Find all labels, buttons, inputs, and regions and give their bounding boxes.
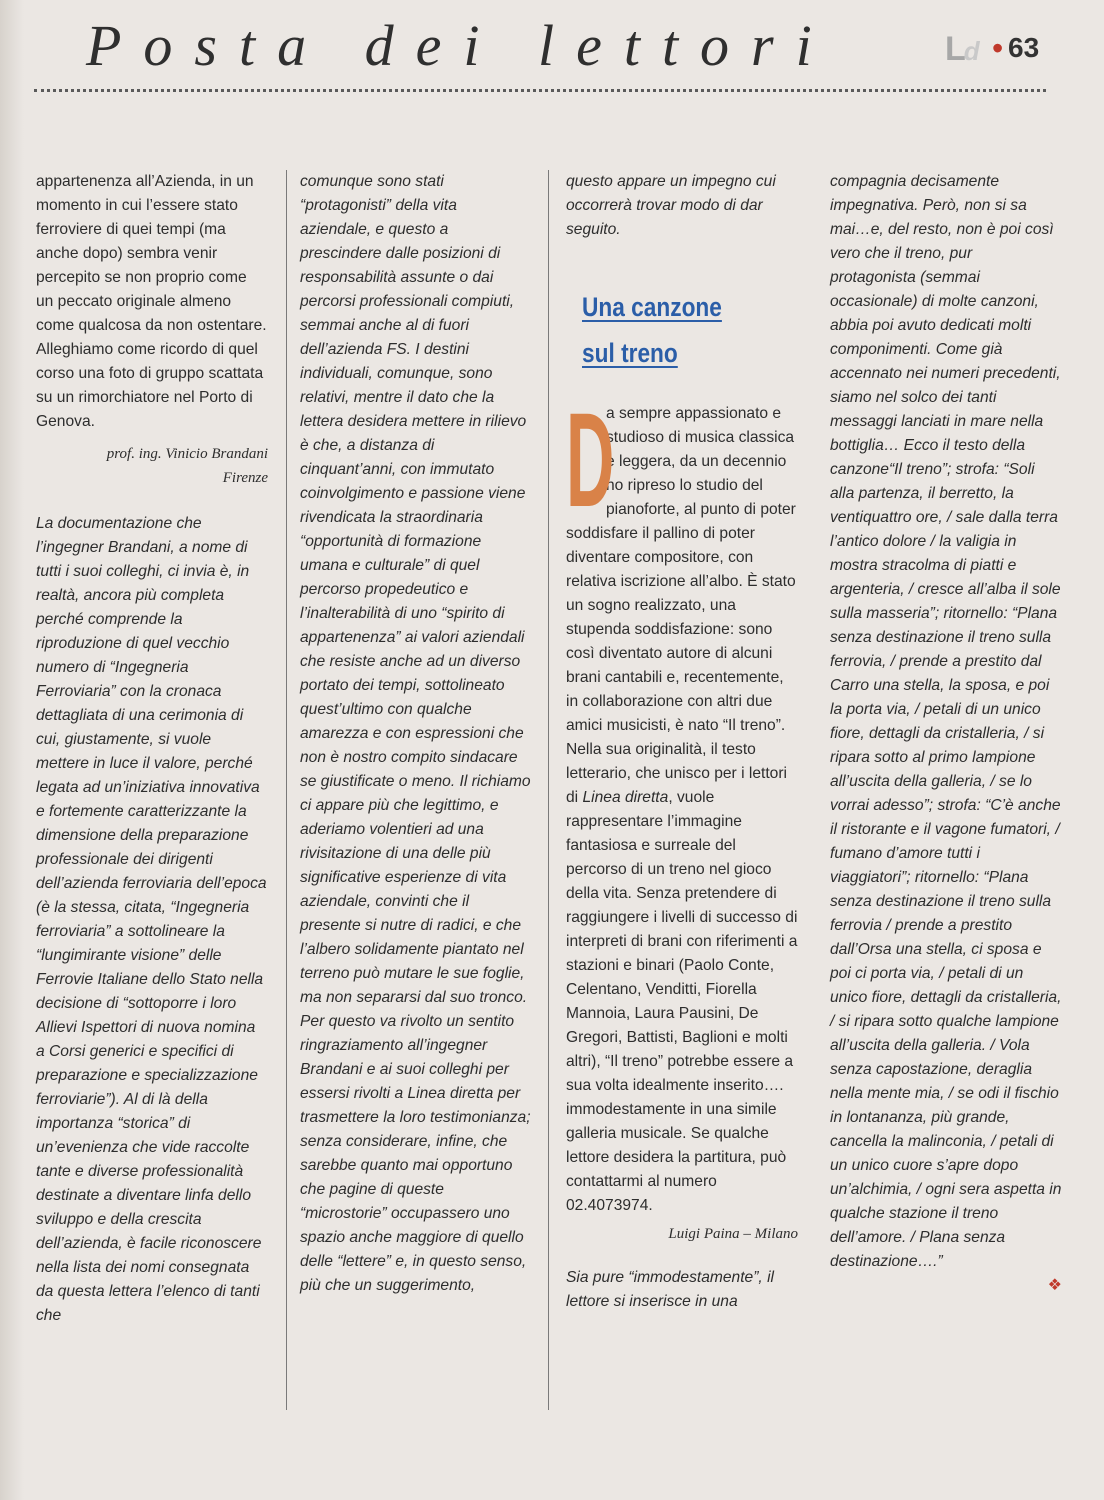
section-heading-line-2: sul treno bbox=[582, 338, 678, 368]
column-2 bbox=[300, 170, 532, 1298]
page-bullet: • bbox=[992, 30, 1004, 66]
letter-text-a: a sempre appassionato e studioso di musica classica e leggera, da un decennio ho ripreso lo studio del pianoforte, al punto di poter soddisfare il pallino di poter diventare compositore, con relativa iscrizione all’albo. È stato un sogno realizzato, una stupenda soddisfazione: sono così diventato autore di alcuni brani cantabili e, recentemente, in collaborazione con altri due amici musicisti, è nato “Il treno”. Nella sua originalità, il testo letterario, che unisco per i lettori di bbox=[566, 405, 796, 806]
column-divider bbox=[548, 170, 549, 1410]
editor-reply-lyrics: compagnia decisamente impegnativa. Però, non si sa mai…e, del resto, non è poi così vero che il treno, pur protagonista (semmai occasionale) di molte canzoni, abbia poi avuto dedicati molti componimenti. Come già accennato nei numeri precedenti, siamo nel solco dei tanti messaggi lanciati in mare nella bottiglia… Ecco il testo della canzone“Il treno”; strofa: “Soli alla partenza, il berretto, la ventiquattro ore, / sale dalla terra l’antico dolore / la valigia in mostra stracolma di piatti e argenteria, / cresce all’alba il sole sulla masseria”; ritornello: “Plana senza destinazione il treno sulla ferrovia, / prende a prestito dal Carro una stella, la sposa, e poi la porta via, / petali di un unico fiore, dettagli da cristalleria, / si ripara sotto al primo lampione all’uscita della galleria, / se lo vorrai adesso”; strofa: “C’è anche il ristorante e il vagone fumatori, / fumano d’amore tutti i viaggiatori”; ritornello: “Plana senza destinazione il treno sulla ferrovia / prende a prestito dall’Orsa una stella, ci sposa e poi ci porta via, / petali di un unico fiore, dettagli da cristalleria, / si ripara sotto qualche lampione all’uscita della galleria. / Vola senza capostazione, deraglia nella mente mia, / se odi il fischio in lontananza, più grande, cancella la malinconia, / petali di un unico cuore s’apre dopo un’alchimia, / ogni sera aspetta in qualche stazione il treno dell’amore. / Plana senza destinazione….” bbox=[830, 173, 1062, 1270]
section-heading-block bbox=[566, 284, 798, 376]
logo-letter-d: d bbox=[963, 36, 978, 66]
drop-cap: D bbox=[566, 386, 615, 535]
letter-paragraph: appartenenza all’Azienda, in un momento in cui l’essere stato ferroviere di quei tempi (ma anche dopo) sembra venir percepito se non proprio come un peccato originale almeno come qualcosa da non ostentare. Alleghiamo come ricordo di quel corso una foto di gruppo scattata su un rimorchiatore nel Porto di Genova. bbox=[36, 173, 267, 430]
letter-signature: Luigi Paina – Milano bbox=[668, 1226, 798, 1242]
letter-signature-city: Firenze bbox=[222, 470, 268, 486]
column-divider bbox=[286, 170, 287, 1410]
column-3 bbox=[566, 170, 798, 1314]
page-number: 63 bbox=[1008, 32, 1040, 63]
editor-reply-start: Sia pure “immodestamente”, il lettore si inserisce in una bbox=[566, 1269, 774, 1310]
magazine-logo bbox=[945, 30, 978, 69]
section-heading-line-1: Una canzone bbox=[582, 292, 722, 322]
letter-body bbox=[566, 386, 798, 1218]
logo-letter-l: L bbox=[945, 30, 964, 68]
letter-text-b: , vuole rappresentare l’immagine fantasiosa e surreale del percorso di un treno nel gioco della vita. Senza pretendere di raggiungere i livelli di successo di interpreti di brani con riferimenti a stazioni e binari (Paolo Conte, Celentano, Venditti, Fiorella Mannoia, Laura Pausini, De Gregori, Battisti, Baglioni e molti altri), “Il treno” potrebbe essere a sua volta idealmente inserito…. immodestamente in una simile galleria musicale. Se qualche lettore desidera la partitura, può contattarmi al numero 02.4073974. bbox=[566, 789, 798, 1214]
header-dotted-rule bbox=[34, 89, 1046, 92]
letter-signature-name: prof. ing. Vinicio Brandani bbox=[106, 446, 268, 462]
column-1 bbox=[36, 170, 268, 1328]
page-title: Posta dei lettori bbox=[86, 13, 834, 78]
editor-reply-end: questo appare un impegno cui occorrerà trovar modo di dar seguito. bbox=[566, 173, 776, 238]
magazine-name: Linea diretta bbox=[582, 789, 669, 806]
scan-edge-shadow bbox=[0, 0, 24, 1500]
editor-reply: La documentazione che l’ingegner Brandani, a nome di tutti i suoi colleghi, ci invia è, in realtà, ancora più completa perché comprende la riproduzione di quel vecchio numero di “Ingegneria Ferroviaria” con la cronaca dettagliata di una cerimonia di cui, giustamente, si vuole mettere in luce il valore, perché legata ad un’iniziativa innovativa e fortemente caratterizzante la dimensione della preparazione professionale dei dirigenti dell’azienda ferroviaria dell’epoca (è la stessa, citata, “Ingegneria ferroviaria” a sottolineare la “lungimirante visione” delle Ferrovie Italiane dello Stato nella decisione di “sottoporre i loro Allievi Ispettori di nuova nomina a Corsi generici e specifici di preparazione e specializzazione ferroviarie”). Al di là della importanza “storica” di un’evenienza che vide raccolte tante e diverse professionalità destinate a diventare linfa dello sviluppo e della crescita dell’azienda, è facile riconoscere nella lista dei nomi consegnata da questa lettera l’elenco di tanti che bbox=[36, 515, 267, 1324]
end-mark-icon: ❖ bbox=[1047, 1277, 1062, 1294]
column-4 bbox=[830, 170, 1062, 1298]
editor-reply-continued: comunque sono stati “protagonisti” della vita aziendale, e questo a prescindere dalle posizioni di responsabilità assunte o dai percorsi professionali compiuti, semmai anche al di fuori dell’azienda FS. I destini individuali, comunque, sono relativi, mentre il dato che la lettera desidera mettere in rilievo è che, a distanza di cinquant’anni, con immutato coinvolgimento e passione viene rivendicata la straordinaria “opportunità di formazione umana e culturale” di quel percorso propedeutico e l’inalterabilità di uno “spirito di appartenenza” ai valori aziendali che resiste anche ad un diverso portato dei tempi, sottolineato quest’ultimo con qualche amarezza e con espressioni che non è nostro compito sindacare se giustificate o meno. Il richiamo ci appare più che legittimo, e aderiamo volentieri ad una rivisitazione di una delle più significative esperienze di vita aziendale, convinti che il presente si nutre di radici, e che l’albero solidamente piantato nel terreno può mutare le sue foglie, ma non separarsi dal suo tronco. Per questo va rivolto un sentito ringraziamento all’ingegner Brandani e ai suoi colleghi per essersi rivolti a Linea diretta per trasmettere la loro testimonianza; senza considerare, infine, che sarebbe quanto mai opportuno che pagine di queste “microstorie” occupassero uno spazio anche maggiore di quello delle “lettere” e, in questo senso, più che un suggerimento, bbox=[300, 173, 531, 1294]
